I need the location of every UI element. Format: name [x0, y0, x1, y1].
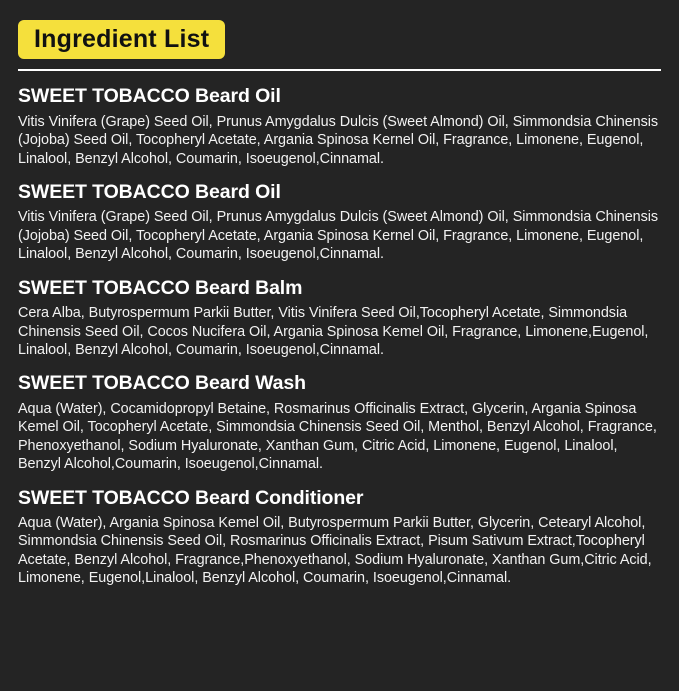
page-title-wrapper — [18, 20, 661, 59]
product-heading: SWEET TOBACCO Beard Conditioner — [18, 486, 364, 509]
product-heading: SWEET TOBACCO Beard Balm — [18, 276, 303, 299]
product-section — [18, 487, 661, 588]
product-heading: SWEET TOBACCO Beard Oil — [18, 85, 281, 108]
product-ingredients: Vitis Vinifera (Grape) Seed Oil, Prunus Amygdalus Dulcis (Sweet Almond) Oil, Simmondsia Chinensis (Jojoba) Seed Oil, Tocopheryl Acetate, Argania Spinosa Kernel Oil, Fragrance, Limonene, Eugenol, Linalool, Benzyl Alcohol, Coumarin, Isoeugenol,Cinnamal. — [18, 209, 659, 263]
product-ingredients: Aqua (Water), Argania Spinosa Kemel Oil, Butyrospermum Parkii Butter, Glycerin, Cetearyl Alcohol, Simmondsia Chinensis Seed Oil, Rosmarinus Officinalis Extract, Pisum Sativum Extract,Tocopheryl Acetate, Benzyl Alcohol, Fragrance,Phenoxyethanol, Sodium Hyaluronate, Xanthan Gum,Citric Acid, Limonene, Eugenol,Linalool, Benzyl Alcohol, Coumarin, Isoeugenol,Cinnamal. — [18, 515, 652, 587]
product-ingredients: Cera Alba, Butyrospermum Parkii Butter, Vitis Vinifera Seed Oil,Tocopheryl Acetate, Simmondsia Chinensis Seed Oil, Cocos Nucifera Oil, Argania Spinosa Kemel Oil, Fragrance, Limonene,Eugenol, Linalool, Benzyl Alcohol, Coumarin, Isoeugenol,Cinnamal. — [18, 305, 649, 359]
product-heading: SWEET TOBACCO Beard Wash — [18, 372, 306, 395]
product-ingredients: Vitis Vinifera (Grape) Seed Oil, Prunus Amygdalus Dulcis (Sweet Almond) Oil, Simmondsia Chinensis (Jojoba) Seed Oil, Tocopheryl Acetate, Argania Spinosa Kernel Oil, Fragrance, Limonene, Eugenol, Linalool, Benzyl Alcohol, Coumarin, Isoeugenol,Cinnamal. — [18, 113, 659, 167]
product-section — [18, 277, 661, 360]
product-ingredients: Aqua (Water), Cocamidopropyl Betaine, Rosmarinus Officinalis Extract, Glycerin, Argania Spinosa Kemel Oil, Tocopheryl Acetate, Simmondsia Chinensis Seed Oil, Menthol, Benzyl Alcohol, Fragrance, Phenoxyethanol, Sodium Hyaluronate, Xanthan Gum, Citric Acid, Limonene, Eugenol, Linalool, Benzyl Alcohol,Coumarin, Isoeugenol,Cinnamal. — [18, 400, 657, 473]
product-section — [18, 85, 661, 168]
page-title: Ingredient List — [18, 20, 225, 59]
title-divider — [18, 69, 661, 71]
product-section — [18, 372, 661, 473]
product-heading: SWEET TOBACCO Beard Oil — [18, 180, 281, 203]
product-section — [18, 181, 661, 264]
